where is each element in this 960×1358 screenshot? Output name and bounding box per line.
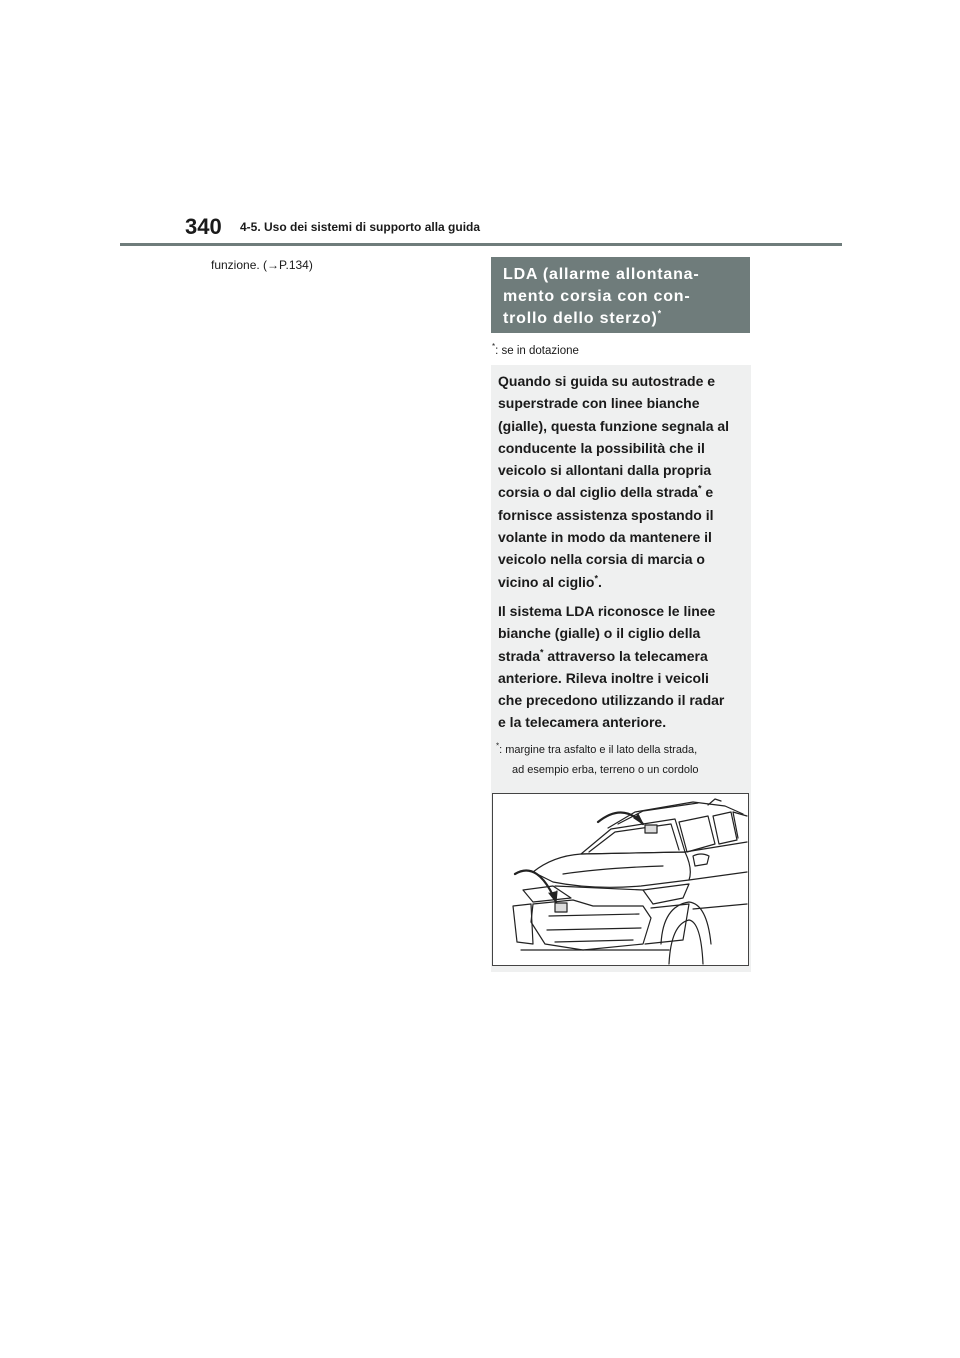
heading-line-3-text: trollo dello sterzo) bbox=[503, 310, 658, 327]
p2-line: che precedono utilizzando il radar bbox=[498, 692, 725, 709]
heading-asterisk: * bbox=[657, 308, 662, 319]
footnote-text: : se in dotazione bbox=[495, 345, 579, 357]
p2-line: e la telecamera anteriore. bbox=[498, 714, 667, 731]
p1-text: e bbox=[701, 484, 714, 501]
equipment-footnote bbox=[492, 342, 579, 357]
p2-text: attraverso la telecamera bbox=[543, 647, 708, 664]
definition-line-2: ad esempio erba, terreno o un cordolo bbox=[512, 764, 699, 776]
p1-line: superstrade con linee bianche bbox=[498, 395, 700, 412]
p1-line: (gialle), questa funzione segnala al bbox=[498, 417, 730, 434]
p2-line: anteriore. Rileva inoltre i veicoli bbox=[498, 669, 709, 686]
p1-text: . bbox=[597, 573, 602, 590]
p1-line bbox=[498, 481, 744, 503]
p1-line: veicolo nella corsia di marcia o bbox=[498, 551, 705, 568]
p1-asterisk: * bbox=[594, 573, 598, 584]
definition-asterisk: * bbox=[496, 741, 500, 751]
vehicle-drawing bbox=[493, 794, 748, 965]
description-paragraph-2 bbox=[498, 600, 744, 734]
p2-text: strada bbox=[498, 647, 541, 664]
definition-line-1 bbox=[496, 741, 698, 756]
heading-line-1: LDA (allarme allontana- bbox=[503, 266, 700, 283]
p1-text: vicino al ciglio bbox=[498, 573, 595, 590]
description-paragraph-1 bbox=[498, 370, 744, 593]
definition-footnote bbox=[496, 740, 746, 780]
vehicle-sensor-illustration bbox=[492, 793, 749, 966]
p1-line: Quando si guida su autostrade e bbox=[498, 373, 716, 389]
section-heading bbox=[491, 257, 750, 333]
p2-asterisk: * bbox=[540, 646, 544, 657]
p1-line: veicolo si allontani dalla propria bbox=[498, 462, 712, 479]
continued-text: funzione. (→P.134) bbox=[211, 258, 313, 272]
p2-line bbox=[498, 645, 744, 667]
p1-line bbox=[498, 571, 744, 593]
p1-line: volante in modo da mantenere il bbox=[498, 529, 712, 546]
p2-line: bianche (gialle) o il ciglio della bbox=[498, 625, 701, 642]
heading-line-2: mento corsia con con- bbox=[503, 288, 691, 305]
page-number: 340 bbox=[185, 214, 222, 239]
section-title: 4-5. Uso dei sistemi di supporto alla guida bbox=[240, 220, 481, 234]
p2-line: Il sistema LDA riconosce le linee bbox=[498, 603, 716, 619]
definition-text: : margine tra asfalto e il lato della strada, bbox=[499, 744, 698, 756]
header-rule bbox=[120, 243, 842, 246]
p1-line: conducente la possibilità che il bbox=[498, 439, 705, 456]
footnote-asterisk: * bbox=[492, 342, 496, 352]
p1-asterisk: * bbox=[697, 483, 702, 494]
heading-line-3 bbox=[503, 308, 738, 330]
p1-text: corsia o dal ciglio della strada bbox=[498, 484, 698, 501]
p1-line: fornisce assistenza spostando il bbox=[498, 506, 714, 523]
